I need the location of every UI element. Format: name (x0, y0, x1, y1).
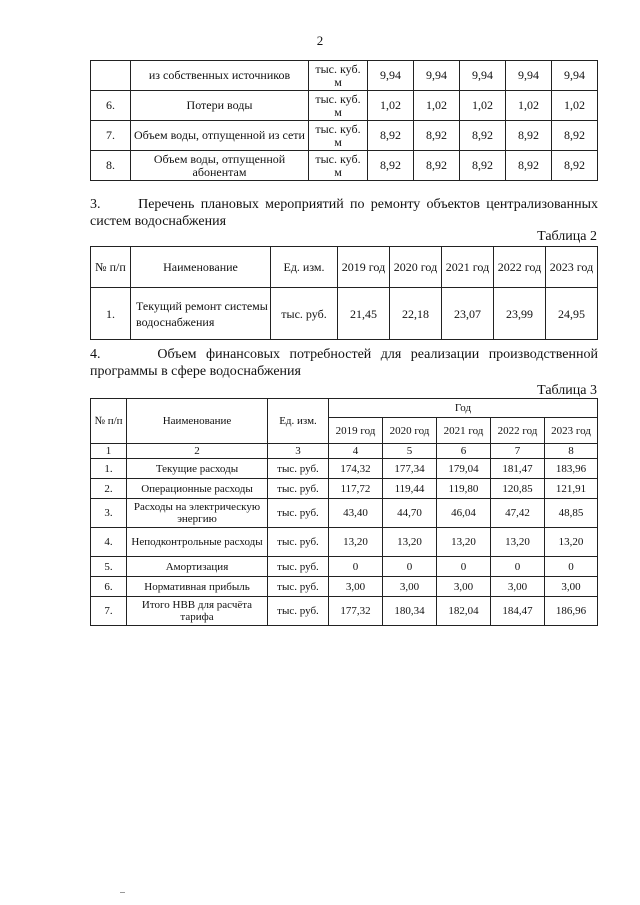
financial-needs-table (90, 398, 598, 626)
value-cell: 180,34 (383, 597, 437, 626)
row-name: Расходы на электрическую энергию (127, 499, 268, 528)
value-cell: 46,04 (437, 499, 491, 528)
row-number: 6. (91, 91, 131, 121)
value-cell: 121,91 (545, 479, 598, 499)
value-cell: 184,47 (491, 597, 545, 626)
table-row (91, 557, 598, 577)
table-row (91, 151, 598, 181)
value-cell: 8,92 (368, 121, 414, 151)
value-cell: 47,42 (491, 499, 545, 528)
section-heading-4: 4. Объем финансовых потребностей для реализации производственной программы в сфере водоснабжения (90, 347, 598, 379)
value-cell: 0 (329, 557, 383, 577)
value-cell: 1,02 (460, 91, 506, 121)
value-cell: 177,34 (383, 459, 437, 479)
row-unit: тыс. руб. (268, 499, 329, 528)
row-name: Итого НВВ для расчёта тарифа (127, 597, 268, 626)
value-cell: 13,20 (545, 528, 598, 557)
value-cell: 1,02 (368, 91, 414, 121)
row-unit: тыс. руб. (268, 577, 329, 597)
row-number: 6. (91, 577, 127, 597)
column-index: 6 (437, 444, 491, 459)
page-number: 2 (316, 33, 324, 48)
value-cell: 13,20 (383, 528, 437, 557)
value-cell: 8,92 (414, 151, 460, 181)
table-row (91, 288, 598, 340)
table-row (91, 121, 598, 151)
header-name: Наименование (127, 399, 268, 444)
header-row (91, 399, 598, 418)
value-cell: 22,18 (390, 288, 442, 340)
row-number: 5. (91, 557, 127, 577)
header-year: 2019 год (329, 418, 383, 444)
table-row (91, 577, 598, 597)
row-number: 4. (91, 528, 127, 557)
table-row (91, 479, 598, 499)
row-number: 7. (91, 121, 131, 151)
row-name: Нормативная прибыль (127, 577, 268, 597)
row-name: из собственных источников (131, 61, 309, 91)
header-year: 2021 год (437, 418, 491, 444)
table-caption-2: Таблица 2 (537, 229, 597, 244)
table-row (91, 61, 598, 91)
value-cell: 179,04 (437, 459, 491, 479)
value-cell: 120,85 (491, 479, 545, 499)
value-cell: 13,20 (437, 528, 491, 557)
value-cell: 9,94 (460, 61, 506, 91)
row-number: 8. (91, 151, 131, 181)
value-cell: 23,07 (442, 288, 494, 340)
row-unit: тыс. куб. м (309, 121, 368, 151)
value-cell: 13,20 (329, 528, 383, 557)
row-name: Амортизация (127, 557, 268, 577)
header-year: 2020 год (390, 247, 442, 288)
column-index: 2 (127, 444, 268, 459)
header-year: 2023 год (546, 247, 598, 288)
value-cell: 23,99 (494, 288, 546, 340)
value-cell: 177,32 (329, 597, 383, 626)
value-cell: 1,02 (414, 91, 460, 121)
value-cell: 8,92 (506, 151, 552, 181)
value-cell: 21,45 (338, 288, 390, 340)
column-index: 4 (329, 444, 383, 459)
row-name: Текущий ремонт системы водоснабжения (131, 288, 271, 340)
column-index: 7 (491, 444, 545, 459)
column-index: 8 (545, 444, 598, 459)
value-cell: 8,92 (506, 121, 552, 151)
value-cell: 3,00 (491, 577, 545, 597)
table-row (91, 528, 598, 557)
value-cell: 117,72 (329, 479, 383, 499)
value-cell: 13,20 (491, 528, 545, 557)
value-cell: 8,92 (552, 121, 598, 151)
value-cell: 3,00 (383, 577, 437, 597)
value-cell: 8,92 (552, 151, 598, 181)
value-cell: 3,00 (437, 577, 491, 597)
table-row (91, 91, 598, 121)
header-row (91, 247, 598, 288)
value-cell: 9,94 (414, 61, 460, 91)
value-cell: 1,02 (552, 91, 598, 121)
table-caption-3: Таблица 3 (537, 383, 597, 398)
row-name: Неподконтрольные расходы (127, 528, 268, 557)
row-unit: тыс. куб. м (309, 61, 368, 91)
water-balance-table (90, 60, 598, 181)
value-cell: 181,47 (491, 459, 545, 479)
header-number: № п/п (91, 399, 127, 444)
header-unit: Ед. изм. (268, 399, 329, 444)
value-cell: 9,94 (552, 61, 598, 91)
table-row (91, 597, 598, 626)
row-unit: тыс. куб. м (309, 91, 368, 121)
header-number: № п/п (91, 247, 131, 288)
value-cell: 1,02 (506, 91, 552, 121)
value-cell: 43,40 (329, 499, 383, 528)
value-cell: 24,95 (546, 288, 598, 340)
value-cell: 48,85 (545, 499, 598, 528)
column-index: 5 (383, 444, 437, 459)
header-year-group: Год (329, 399, 598, 418)
value-cell: 9,94 (368, 61, 414, 91)
row-number: 1. (91, 459, 127, 479)
value-cell: 119,44 (383, 479, 437, 499)
table-row (91, 499, 598, 528)
row-name: Объем воды, отпущенной абонентам (131, 151, 309, 181)
header-year: 2021 год (442, 247, 494, 288)
header-year: 2020 год (383, 418, 437, 444)
value-cell: 8,92 (414, 121, 460, 151)
row-number: 7. (91, 597, 127, 626)
row-unit: тыс. руб. (268, 528, 329, 557)
row-name: Объем воды, отпущенной из сети (131, 121, 309, 151)
value-cell: 44,70 (383, 499, 437, 528)
row-number (91, 61, 131, 91)
row-unit: тыс. руб. (268, 597, 329, 626)
row-unit: тыс. куб. м (309, 151, 368, 181)
row-name: Потери воды (131, 91, 309, 121)
scan-mark (120, 892, 125, 893)
row-number: 1. (91, 288, 131, 340)
value-cell: 174,32 (329, 459, 383, 479)
value-cell: 3,00 (329, 577, 383, 597)
row-name: Операционные расходы (127, 479, 268, 499)
column-index-row (91, 444, 598, 459)
value-cell: 8,92 (368, 151, 414, 181)
value-cell: 8,92 (460, 121, 506, 151)
header-year: 2022 год (491, 418, 545, 444)
value-cell: 0 (545, 557, 598, 577)
row-name: Текущие расходы (127, 459, 268, 479)
value-cell: 0 (383, 557, 437, 577)
value-cell: 182,04 (437, 597, 491, 626)
value-cell: 3,00 (545, 577, 598, 597)
row-number: 2. (91, 479, 127, 499)
header-year: 2019 год (338, 247, 390, 288)
value-cell: 9,94 (506, 61, 552, 91)
value-cell: 186,96 (545, 597, 598, 626)
value-cell: 0 (491, 557, 545, 577)
value-cell: 8,92 (460, 151, 506, 181)
header-year: 2022 год (494, 247, 546, 288)
header-name: Наименование (131, 247, 271, 288)
value-cell: 0 (437, 557, 491, 577)
row-unit: тыс. руб. (268, 557, 329, 577)
row-unit: тыс. руб. (268, 459, 329, 479)
value-cell: 183,96 (545, 459, 598, 479)
value-cell: 119,80 (437, 479, 491, 499)
table-row (91, 459, 598, 479)
section-heading-3: 3. Перечень плановых мероприятий по ремонту объектов централизованных систем водоснабжения (90, 197, 598, 229)
row-unit: тыс. руб. (271, 288, 338, 340)
row-number: 3. (91, 499, 127, 528)
header-unit: Ед. изм. (271, 247, 338, 288)
column-index: 1 (91, 444, 127, 459)
row-unit: тыс. руб. (268, 479, 329, 499)
column-index: 3 (268, 444, 329, 459)
header-year: 2023 год (545, 418, 598, 444)
repair-plan-table (90, 246, 598, 340)
